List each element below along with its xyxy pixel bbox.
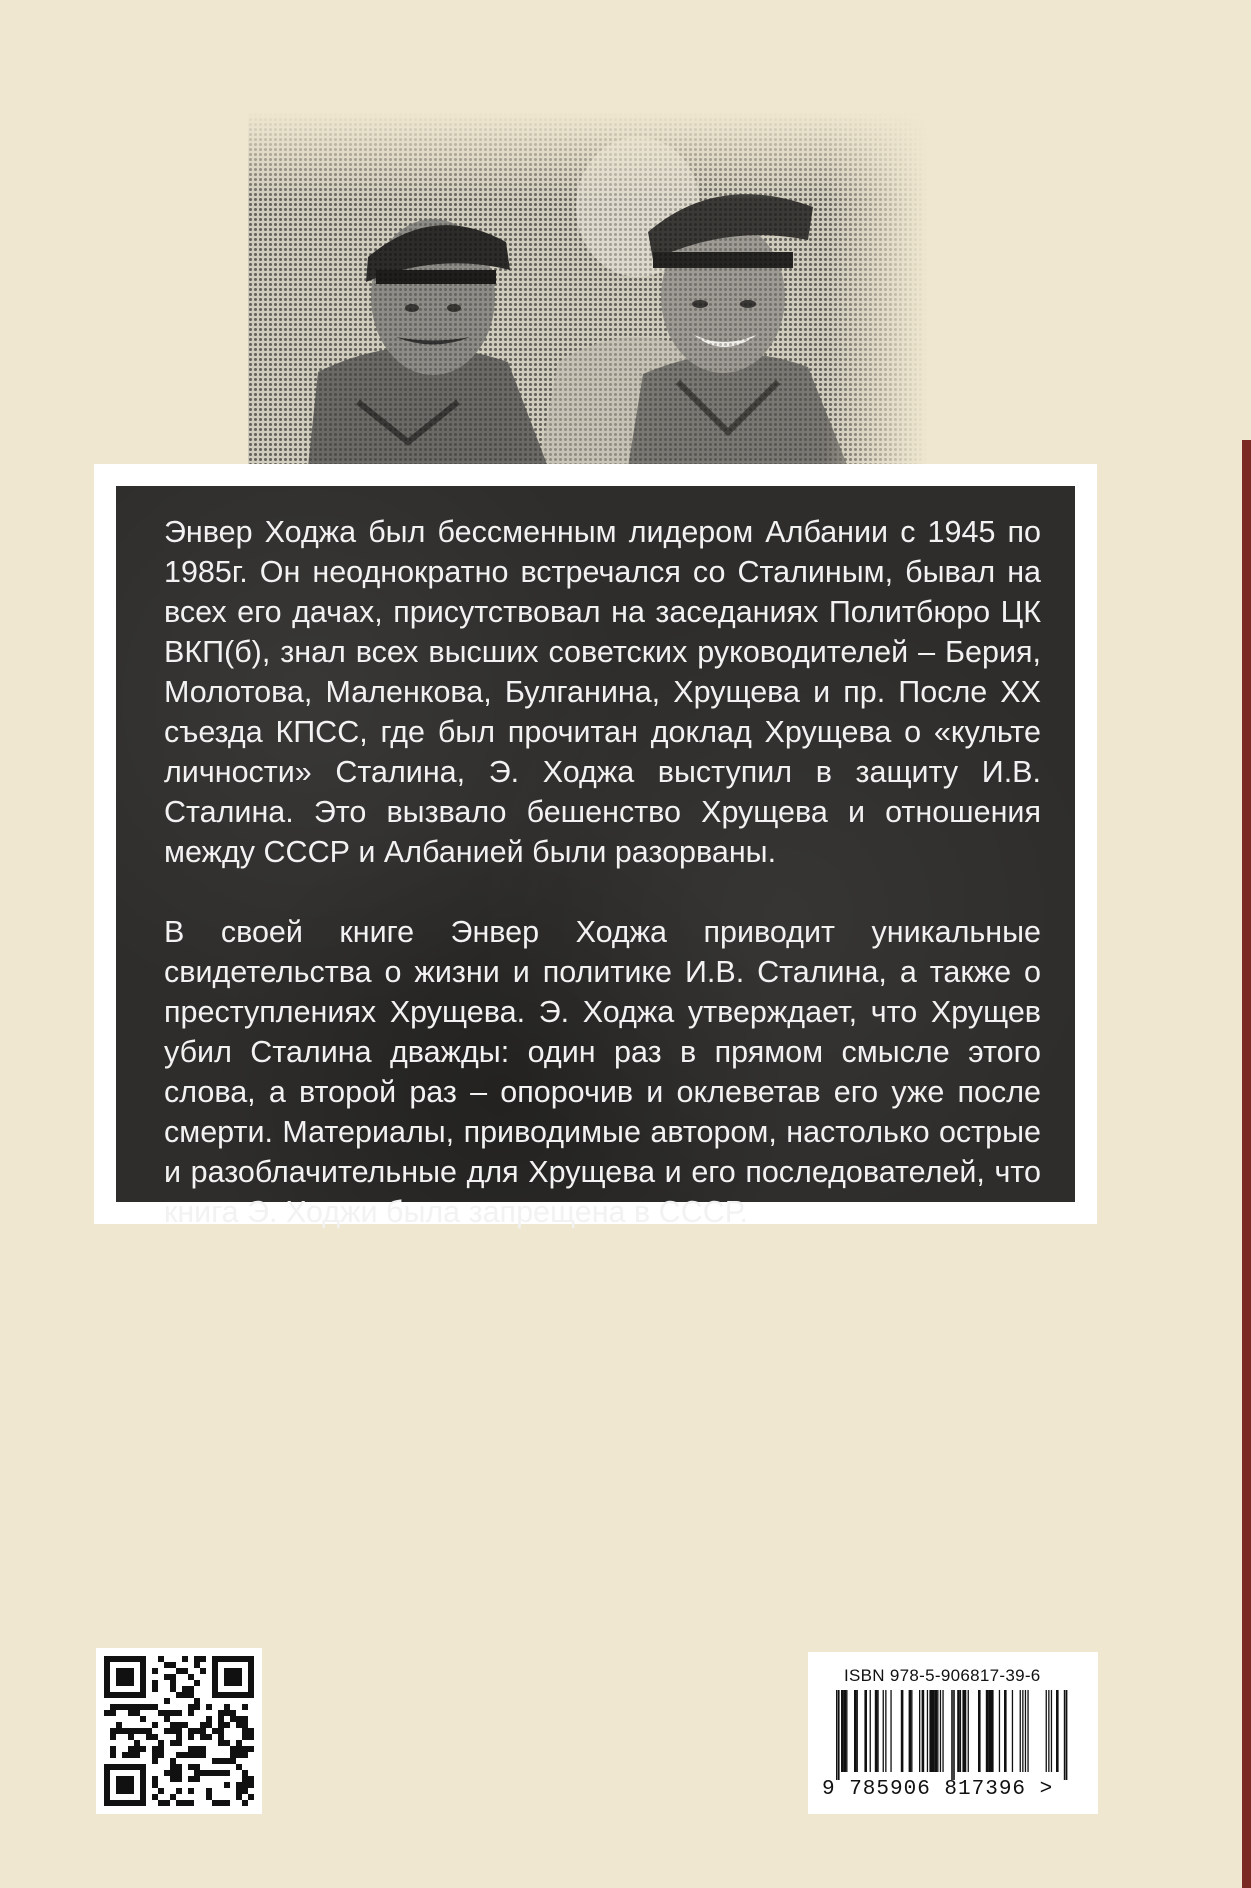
annotation-paragraph-2: В своей книге Энвер Ходжа приводит уникальные свидетельства о жизни и политике И.В. Сталина, а также о преступлениях Хрущева. Э. Ходжа утверждает, что Хрущев убил Сталина дважды: один раз в прямом смысле этого слова, а второй раз – опорочив и оклеветав его уже после смерти. Материалы, приводимые автором, настолько острые и разоблачительные для Хрущева и его последователей, что книга Э. Ходжи была запрещена в СССР. <box>164 915 1041 1229</box>
qr-code-icon <box>96 1648 262 1814</box>
isbn-barcode-block <box>808 1652 1098 1814</box>
isbn-label: ISBN 978-5-906817-39-6 <box>844 1666 1041 1685</box>
ean-barcode-icon <box>832 1690 1082 1780</box>
annotation-paragraph-1: Энвер Ходжа был бессменным лидером Албании с 1945 по 1985г. Он неоднократно встречался со Сталиным, бывал на всех его дачах, присутствовал на заседаниях Политбюро ЦК ВКП(б), знал всех высших советских руководителей – Берия, Молотова, Маленкова, Булганина, Хрущева и пр. После ХХ съезда КПСС, где был прочитан доклад Хрущева о «культе личности» Сталина, Э. Ходжа выступил в защиту И.В. Сталина. Это вызвало бешенство Хрущева и отношения между СССР и Албанией были разорваны. <box>164 515 1041 869</box>
halftone-portrait-photo <box>248 112 928 467</box>
annotation-panel <box>116 486 1075 1229</box>
barcode-digits: 9 785906 817396 > <box>822 1778 1054 1801</box>
cover-edge-strip <box>1242 440 1251 1888</box>
annotation-card <box>94 464 1097 1229</box>
